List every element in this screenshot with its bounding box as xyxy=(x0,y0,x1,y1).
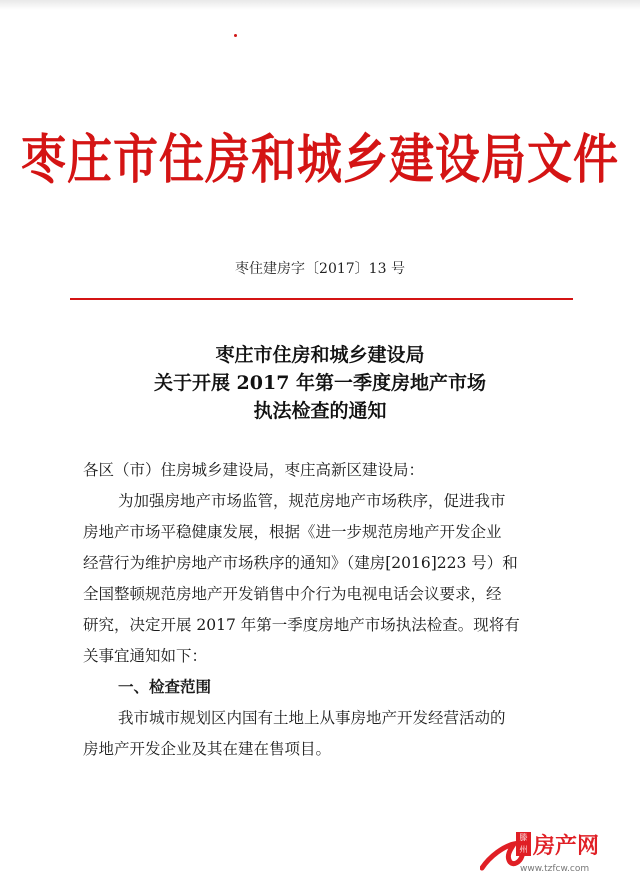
document-number: 枣住建房字〔2017〕13 号 xyxy=(235,261,405,277)
body-line: 经营行为维护房地产市场秩序的通知》（建房[2016]223 号）和 xyxy=(83,554,518,572)
scan-edge xyxy=(0,0,640,10)
watermark-brand: 房产网 xyxy=(533,834,600,859)
document-header: 枣庄市住房和城乡建设局文件 xyxy=(20,127,619,191)
body-line: 房地产市场平稳健康发展，根据《进一步规范房地产开发企业 xyxy=(83,523,502,541)
watermark-city: 滕州 xyxy=(516,832,531,856)
body-line: 研究，决定开展 2017 年第一季度房地产市场执法检查。现将有 xyxy=(83,616,520,634)
body-line: 关事宜通知如下： xyxy=(83,647,208,665)
ink-dot xyxy=(234,34,237,37)
section-line: 我市城市规划区内国有土地上从事房地产开发经营活动的 xyxy=(118,709,506,727)
section-line: 房地产开发企业及其在建在售项目。 xyxy=(83,740,332,758)
notice-title-line-2: 关于开展 2017 年第一季度房地产市场 xyxy=(153,372,487,394)
notice-title-line-3: 执法检查的通知 xyxy=(253,400,387,422)
header-divider xyxy=(70,298,573,300)
body-line: 为加强房地产市场监管，规范房地产市场秩序，促进我市 xyxy=(118,492,506,510)
notice-title-line-1: 枣庄市住房和城乡建设局 xyxy=(215,344,425,366)
body-line: 全国整顿规范房地产开发销售中介行为电视电话会议要求，经 xyxy=(83,585,502,603)
section-heading: 一、检查范围 xyxy=(118,678,212,696)
addressee: 各区（市）住房城乡建设局，枣庄高新区建设局： xyxy=(83,461,425,479)
watermark-url: www.tzfcw.com xyxy=(520,864,590,874)
